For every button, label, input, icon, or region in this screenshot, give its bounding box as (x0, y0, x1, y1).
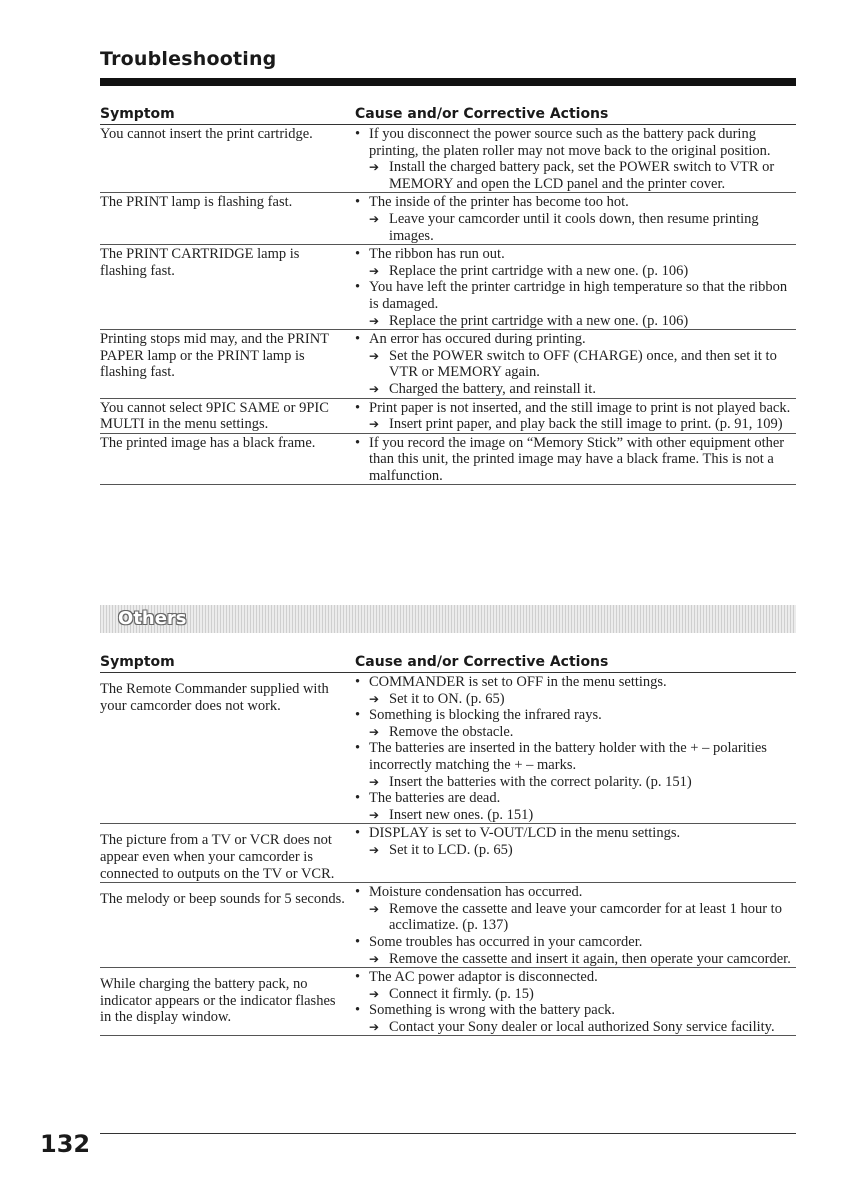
table-body (100, 125, 796, 485)
others-title: Others (118, 608, 187, 629)
action-item (355, 951, 796, 968)
action-text: Contact your Sony dealer or local authorized Sony service facility. (389, 1018, 775, 1035)
cause-item: • Moisture condensation has occurred. (355, 884, 796, 901)
action-text: Insert print paper, and play back the still image to print. (p. 91, 109) (389, 416, 783, 433)
action-text: Remove the cassette and leave your camcorder for at least 1 hour to acclimatize. (p. 137) (389, 900, 782, 934)
table-row (100, 673, 796, 824)
action-item (355, 691, 796, 708)
cause-header: Cause and/or Corrective Actions (355, 106, 609, 122)
cause-item: • COMMANDER is set to OFF in the menu settings. (355, 674, 796, 691)
table-body (100, 673, 796, 1036)
others-banner (100, 605, 796, 633)
action-item (355, 159, 796, 192)
arrow-icon: ➔ (369, 691, 380, 706)
arrow-icon: ➔ (369, 842, 380, 857)
causes-list (355, 434, 796, 485)
table-row (100, 824, 796, 883)
action-item (355, 381, 796, 398)
cause-item: • The AC power adaptor is disconnected. (355, 969, 796, 986)
causes-list (355, 125, 796, 192)
symptom-header: Symptom (100, 106, 175, 122)
cause-item: • You have left the printer cartridge in high temperature so that the ribbon is damaged. (355, 279, 796, 312)
table-row (100, 245, 796, 330)
action-item (355, 807, 796, 824)
table-row (100, 883, 796, 968)
cause-item: • The batteries are dead. (355, 790, 796, 807)
arrow-icon: ➔ (369, 211, 380, 226)
causes-list (355, 968, 796, 1035)
arrow-icon: ➔ (369, 348, 380, 363)
arrow-icon: ➔ (369, 1019, 380, 1034)
symptom-text: The picture from a TV or VCR does not appear even when your camcorder is connected to outputs on the TV or VCR. (100, 832, 335, 882)
table-row (100, 434, 796, 486)
action-text: Charged the battery, and reinstall it. (389, 380, 596, 397)
arrow-icon: ➔ (369, 951, 380, 966)
cause-item: • If you disconnect the power source such as the battery pack during printing, the platen roller may not move back to the original position. (355, 126, 796, 159)
symptom-text: While charging the battery pack, no indicator appears or the indicator flashes in the display window. (100, 976, 336, 1026)
arrow-icon: ➔ (369, 724, 380, 739)
arrow-icon: ➔ (369, 807, 380, 822)
cause-item: • If you record the image on “Memory Stick” with other equipment other than this unit, the printed image may have a black frame. This is not a malfunction. (355, 435, 796, 485)
arrow-icon: ➔ (369, 381, 380, 396)
table-header (100, 104, 796, 125)
action-item (355, 1019, 796, 1036)
arrow-icon: ➔ (369, 986, 380, 1001)
action-text: Leave your camcorder until it cools down, then resume printing images. (389, 210, 759, 244)
cause-item: • Some troubles has occurred in your camcorder. (355, 934, 796, 951)
symptom-text: You cannot select 9PIC SAME or 9PIC MULTI in the menu settings. (100, 399, 329, 433)
table-header (100, 652, 796, 673)
arrow-icon: ➔ (369, 901, 380, 916)
table-row (100, 968, 796, 1036)
symptom-header: Symptom (100, 654, 175, 670)
symptom-text: You cannot insert the print cartridge. (100, 126, 313, 142)
symptom-text: The melody or beep sounds for 5 seconds. (100, 891, 345, 908)
causes-list (355, 245, 796, 329)
action-item (355, 416, 796, 433)
title-rule (100, 78, 796, 86)
action-item (355, 724, 796, 741)
action-text: Replace the print cartridge with a new one. (p. 106) (389, 312, 689, 329)
causes-list (355, 399, 796, 433)
symptom-text: The PRINT lamp is flashing fast. (100, 194, 293, 211)
symptom-text: The printed image has a black frame. (100, 434, 316, 451)
table-row (100, 125, 796, 193)
others-table (100, 652, 796, 1036)
action-item (355, 774, 796, 791)
action-item (355, 263, 796, 280)
action-item (355, 348, 796, 381)
cause-header: Cause and/or Corrective Actions (355, 654, 609, 670)
cause-item: • Something is blocking the infrared rays. (355, 707, 796, 724)
action-item (355, 986, 796, 1003)
cause-item: • The batteries are inserted in the battery holder with the + – polarities incorrectly matching the + – marks. (355, 740, 796, 773)
cause-item: • The inside of the printer has become too hot. (355, 194, 796, 211)
action-text: Remove the cassette and insert it again, then operate your camcorder. (389, 950, 791, 967)
causes-list (355, 193, 796, 244)
causes-list (355, 883, 796, 967)
cause-item: • The ribbon has run out. (355, 246, 796, 263)
arrow-icon: ➔ (369, 160, 380, 175)
page-number: 132 (40, 1130, 91, 1158)
action-text: Set the POWER switch to OFF (CHARGE) once, and then set it to VTR or MEMORY again. (389, 347, 777, 381)
table-row (100, 399, 796, 434)
action-text: Set it to ON. (p. 65) (389, 690, 505, 707)
page-title: Troubleshooting (100, 48, 277, 70)
symptom-text: The PRINT CARTRIDGE lamp is flashing fast. (100, 246, 300, 279)
action-text: Connect it firmly. (p. 15) (389, 985, 534, 1002)
table-row (100, 193, 796, 245)
action-text: Install the charged battery pack, set the POWER switch to VTR or MEMORY and open the LCD panel and the printer cover. (389, 159, 775, 192)
table-row (100, 330, 796, 398)
action-text: Remove the obstacle. (389, 723, 514, 740)
cause-item: • DISPLAY is set to V-OUT/LCD in the menu settings. (355, 825, 796, 842)
action-item (355, 313, 796, 330)
cause-item: • Print paper is not inserted, and the still image to print is not played back. (355, 400, 796, 417)
action-text: Set it to LCD. (p. 65) (389, 841, 513, 858)
causes-list (355, 673, 796, 823)
causes-list (355, 330, 796, 397)
arrow-icon: ➔ (369, 417, 380, 432)
page-rule (100, 1133, 796, 1134)
action-text: Replace the print cartridge with a new one. (p. 106) (389, 262, 689, 279)
action-item (355, 901, 796, 934)
arrow-icon: ➔ (369, 774, 380, 789)
action-text: Insert the batteries with the correct polarity. (p. 151) (389, 773, 692, 790)
action-item (355, 211, 796, 244)
arrow-icon: ➔ (369, 263, 380, 278)
symptom-text: The Remote Commander supplied with your camcorder does not work. (100, 681, 329, 714)
action-item (355, 842, 796, 859)
causes-list (355, 824, 796, 882)
troubleshooting-table (100, 104, 796, 485)
arrow-icon: ➔ (369, 313, 380, 328)
cause-item: • Something is wrong with the battery pack. (355, 1002, 796, 1019)
cause-item: • An error has occured during printing. (355, 331, 796, 348)
action-text: Insert new ones. (p. 151) (389, 806, 534, 823)
symptom-text: Printing stops mid may, and the PRINT PAPER lamp or the PRINT lamp is flashing fast. (100, 331, 329, 381)
